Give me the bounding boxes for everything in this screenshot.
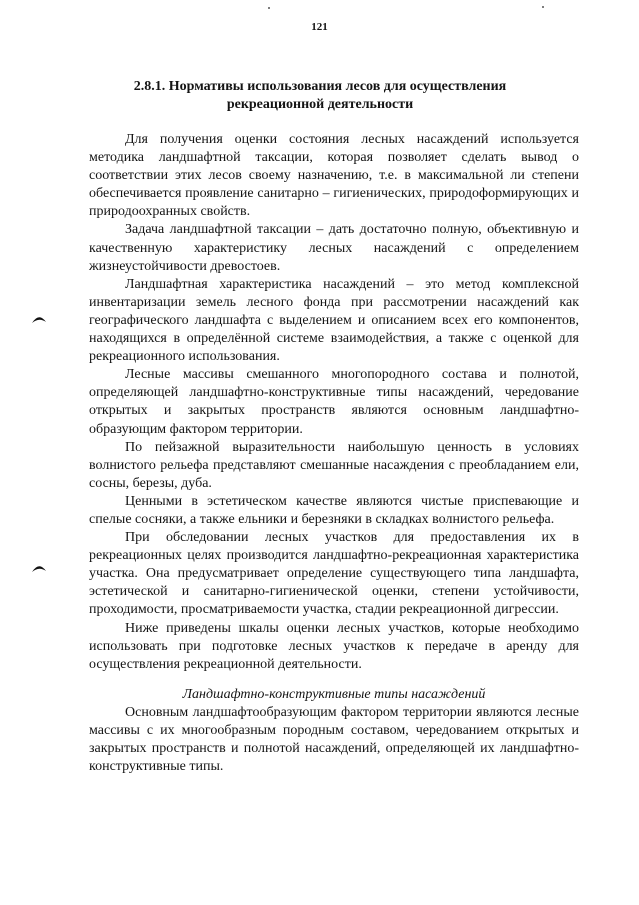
paragraph-final: Основным ландшафтообразующим фактором территории являются лесные массивы с их многообразным породным составом, чередованием открытых и закрытых пространств и полнотой насаждений, определяющей их ландшафтно-конструктивные типы. [89, 704, 579, 775]
section-title-line-2: рекреационной деятельности [226, 97, 414, 112]
scan-dust-icon [542, 6, 544, 8]
subheading: Ландшафтно-конструктивные типы насаждений [182, 686, 486, 702]
paragraph-2: Задача ландшафтной таксации – дать достаточно полную, объективную и качественную характеристику лесных насаждений с определением жизнеустойчивости древостоев. [89, 222, 579, 274]
paragraph-8: Ниже приведены шкалы оценки лесных участков, которые необходимо использовать при подготовке лесных участков к передаче в аренду для осуществления рекреационной деятельности. [89, 620, 579, 672]
section-title-line-1: 2.8.1. Нормативы использования лесов для осуществления [133, 79, 507, 94]
paragraph-1: Для получения оценки состояния лесных насаждений используется методика ландшафтной таксации, которая позволяет сделать вывод о соответствии этих лесов своему назначению, т.е. в максимальной ли степени обеспечивается проявление санитарно – гигиенических, природоформирующих и природоохранных свойств. [89, 132, 579, 220]
paragraph-4: Лесные массивы смешанного многопородного состава и полнотой, определяющей ландшафтно-конструктивные типы насаждений, чередование открытых и закрытых пространств являются основным ландшафтно-образующим фактором территории. [89, 367, 579, 437]
scan-mark-icon [31, 314, 47, 324]
paragraph-6: Ценными в эстетическом качестве являются чистые приспевающие и спелые сосняки, а также ельники и березняки в складках волнистого рельефа. [89, 493, 579, 527]
paragraph-5: По пейзажной выразительности наибольшую ценность в условиях волнистого рельефа представляют смешанные насаждения с преобладанием ели, сосны, березы, дуба. [89, 439, 579, 491]
scan-mark-icon [31, 563, 47, 573]
scan-dust-icon [268, 7, 270, 9]
body-text [89, 131, 579, 776]
page-number: 121 [311, 21, 328, 33]
section-title [90, 78, 550, 114]
paragraph-7: При обследовании лесных участков для предоставления их в рекреационных целях производится ландшафтно-рекреационная характеристика участка. Она предусматривает определение существующего типа ландшафта, эстетической и санитарно-гигиенической оценки, степени устойчивости, проходимости, просматриваемости участка, стадии рекреационной дигрессии. [89, 530, 579, 618]
paragraph-3: Ландшафтная характеристика насаждений – это метод комплексной инвентаризации земель лесного фонда при рассмотрении насаждений как географического ландшафта с выделением и описанием всех его компонентов, находящихся в определённой системе взаимодействия, а также с оценкой для рекреационного использования. [89, 276, 579, 365]
